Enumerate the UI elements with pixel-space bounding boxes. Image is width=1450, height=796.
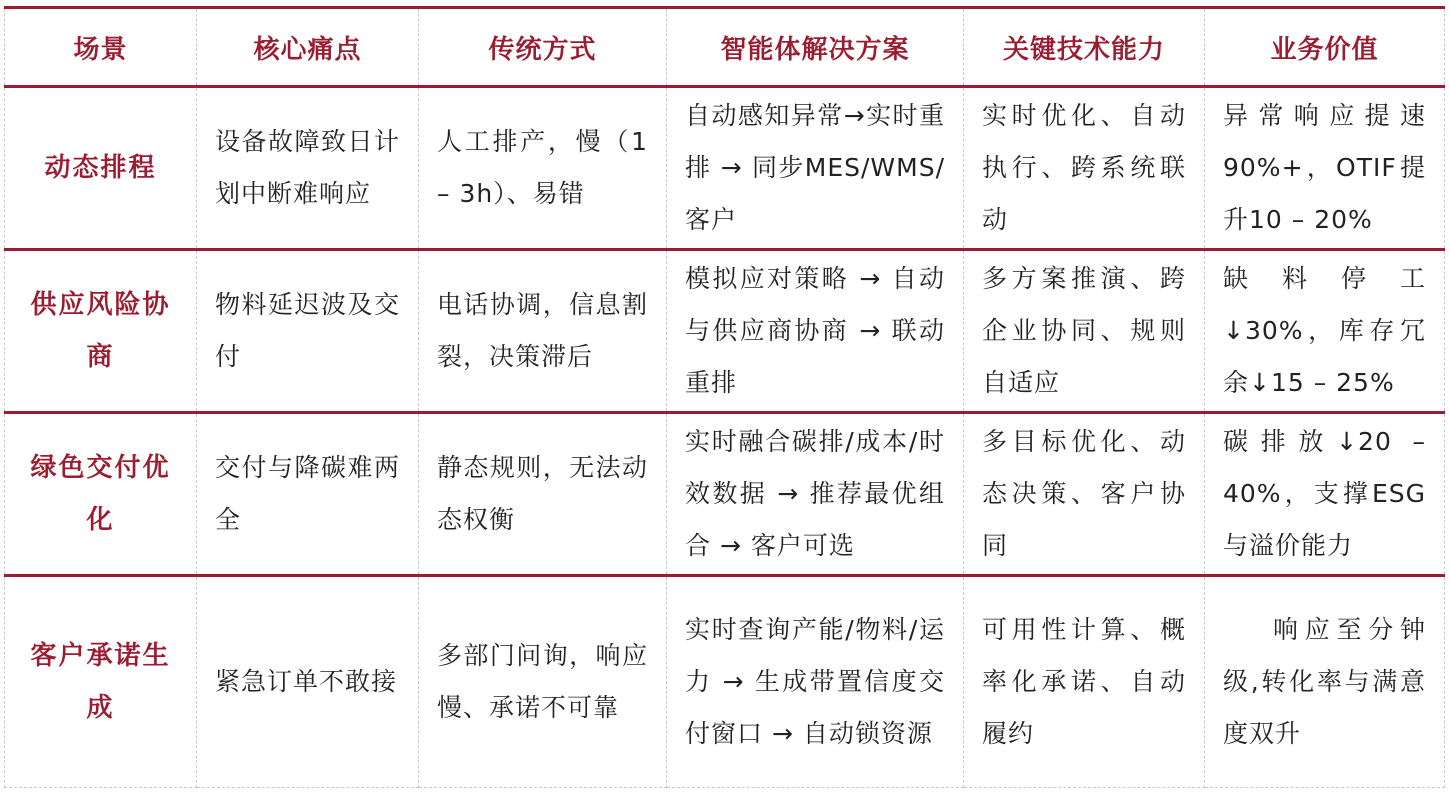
table-row	[5, 576, 1445, 788]
header-solution: 智能体解决方案	[667, 8, 964, 87]
cell-pain: 设备故障致日计划中断难响应	[197, 87, 419, 250]
cell-value: 碳排放↓20 – 40%，支撑ESG与溢价能力	[1205, 413, 1445, 576]
cell-value: 响应至分钟级,转化率与满意度双升	[1205, 576, 1445, 788]
cell-capability: 可用性计算、概率化承诺、自动履约	[964, 576, 1205, 788]
cell-pain: 物料延迟波及交付	[197, 250, 419, 413]
cell-solution: 实时查询产能/物料/运力 → 生成带置信度交付窗口 → 自动锁资源	[667, 576, 964, 788]
cell-value: 异常响应提速90%+，OTIF提升10 – 20%	[1205, 87, 1445, 250]
cell-scene: 绿色交付优化	[5, 413, 197, 576]
cell-solution: 实时融合碳排/成本/时效数据 → 推荐最优组合 → 客户可选	[667, 413, 964, 576]
table-row	[5, 250, 1445, 413]
cell-solution: 模拟应对策略 → 自动与供应商协商 → 联动重排	[667, 250, 964, 413]
header-value: 业务价值	[1205, 8, 1445, 87]
cell-pain: 交付与降碳难两全	[197, 413, 419, 576]
table-header-row	[5, 8, 1445, 87]
cell-value: 缺料停工↓30%，库存冗余↓15 – 25%	[1205, 250, 1445, 413]
header-scene: 场景	[5, 8, 197, 87]
cell-pain: 紧急订单不敢接	[197, 576, 419, 788]
header-pain: 核心痛点	[197, 8, 419, 87]
cell-solution: 自动感知异常→实时重排 → 同步MES/WMS/客户	[667, 87, 964, 250]
comparison-table	[4, 6, 1445, 788]
table-row	[5, 413, 1445, 576]
cell-traditional: 电话协调，信息割裂，决策滞后	[419, 250, 667, 413]
cell-scene: 供应风险协商	[5, 250, 197, 413]
header-capability: 关键技术能力	[964, 8, 1205, 87]
cell-capability: 实时优化、自动执行、跨系统联动	[964, 87, 1205, 250]
cell-traditional: 多部门问询，响应慢、承诺不可靠	[419, 576, 667, 788]
cell-capability: 多方案推演、跨企业协同、规则自适应	[964, 250, 1205, 413]
header-traditional: 传统方式	[419, 8, 667, 87]
cell-traditional: 人工排产，慢（1 – 3h）、易错	[419, 87, 667, 250]
cell-traditional: 静态规则，无法动态权衡	[419, 413, 667, 576]
cell-scene: 动态排程	[5, 87, 197, 250]
comparison-table-container	[4, 6, 1444, 788]
cell-capability: 多目标优化、动态决策、客户协同	[964, 413, 1205, 576]
table-row	[5, 87, 1445, 250]
cell-scene: 客户承诺生成	[5, 576, 197, 788]
